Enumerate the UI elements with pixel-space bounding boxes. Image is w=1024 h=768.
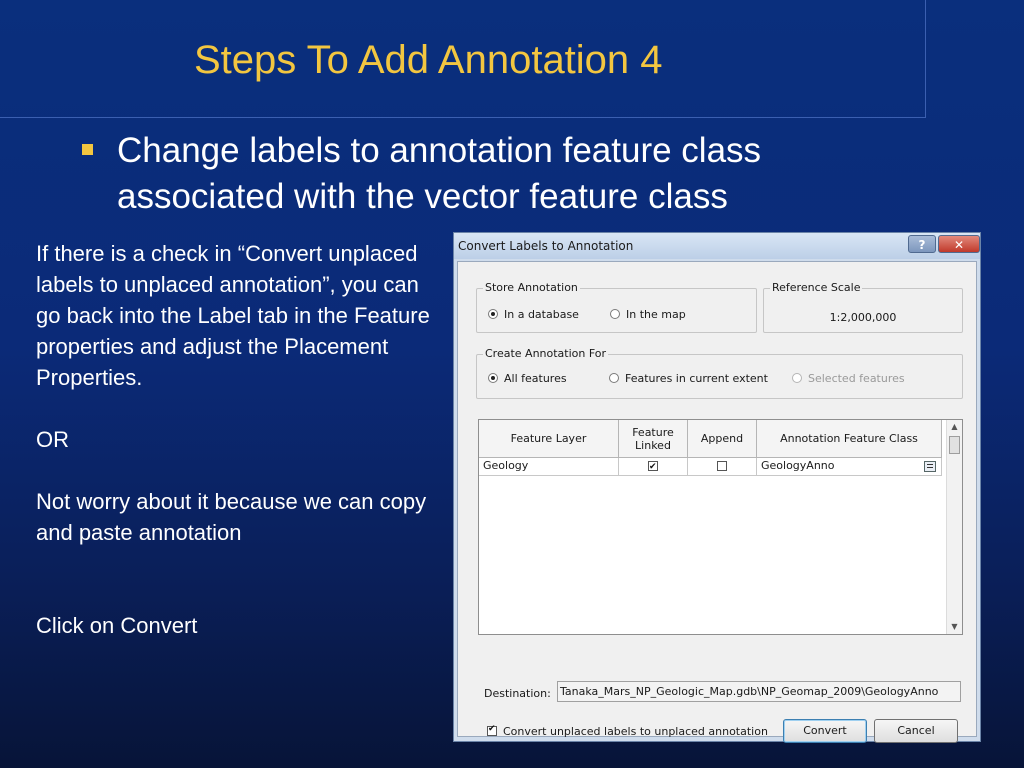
scroll-thumb[interactable] (949, 436, 960, 454)
cell-feature-linked (619, 458, 688, 476)
create-annotation-legend: Create Annotation For (485, 347, 607, 360)
append-checkbox[interactable] (717, 461, 727, 471)
properties-icon[interactable] (924, 461, 936, 472)
scroll-up-icon[interactable]: ▲ (951, 422, 958, 431)
header-annotation-class[interactable]: Annotation Feature Class (757, 420, 942, 458)
checkbox-icon (487, 726, 497, 736)
note-paragraph-2: Not worry about it because we can copy and paste annotation (36, 489, 427, 545)
scroll-down-icon[interactable]: ▼ (951, 622, 958, 631)
convert-labels-dialog (453, 232, 981, 742)
radio-in-database[interactable] (488, 308, 579, 321)
radio-label: Features in current extent (625, 372, 768, 385)
note-paragraph-1: If there is a check in “Convert unplaced labels to unplaced annotation”, you can go back into the Label tab in the Feature properties and adjust the Placement Properties. (36, 241, 430, 390)
close-button[interactable]: ✕ (938, 235, 980, 253)
header-append[interactable]: Append (688, 420, 757, 458)
radio-current-extent[interactable] (609, 372, 768, 385)
help-button[interactable]: ? (908, 235, 936, 253)
slide-title: Steps To Add Annotation 4 (194, 38, 663, 82)
note-or: OR (36, 427, 69, 452)
reference-scale-legend: Reference Scale (772, 281, 861, 294)
annotation-class-value: GeologyAnno (761, 459, 835, 472)
radio-label: In the map (626, 308, 686, 321)
table-scrollbar[interactable] (946, 420, 962, 634)
layers-table (478, 419, 963, 635)
radio-all-features[interactable] (488, 372, 567, 385)
cell-append (688, 458, 757, 476)
destination-field[interactable]: Tanaka_Mars_NP_Geologic_Map.gdb\NP_Geomap_2009\GeologyAnno (557, 681, 961, 702)
convert-unplaced-checkbox[interactable] (487, 725, 768, 738)
reference-scale-group (763, 281, 963, 333)
convert-unplaced-label: Convert unplaced labels to unplaced annotation (503, 725, 768, 738)
radio-selected-features (792, 372, 905, 385)
reference-scale-value: 1:2,000,000 (829, 311, 897, 324)
radio-dot-icon (792, 373, 802, 383)
radio-label: Selected features (808, 372, 905, 385)
dialog-titlebar[interactable] (454, 233, 980, 259)
bullet-text: Change labels to annotation feature class associated with the vector feature class (117, 131, 762, 216)
cell-annotation-class[interactable] (757, 458, 942, 476)
dialog-title: Convert Labels to Annotation (458, 239, 634, 253)
store-annotation-group (476, 281, 757, 333)
radio-label: All features (504, 372, 567, 385)
radio-dot-icon (609, 373, 619, 383)
destination-label: Destination: (484, 687, 551, 700)
notes (36, 238, 436, 641)
convert-button[interactable]: Convert (783, 719, 867, 743)
radio-dot-icon (488, 309, 498, 319)
radio-dot-icon (610, 309, 620, 319)
header-feature-linked[interactable]: Feature Linked (619, 420, 688, 458)
cell-feature-layer[interactable]: Geology (479, 458, 619, 476)
header-feature-layer[interactable]: Feature Layer (479, 420, 619, 458)
radio-label: In a database (504, 308, 579, 321)
create-annotation-group (476, 347, 963, 399)
feature-linked-checkbox[interactable] (648, 461, 658, 471)
cancel-button[interactable]: Cancel (874, 719, 958, 743)
radio-in-map[interactable] (610, 308, 686, 321)
bullet-square-icon (82, 144, 93, 155)
radio-dot-icon (488, 373, 498, 383)
dialog-client (457, 261, 977, 737)
note-paragraph-3: Click on Convert (36, 613, 198, 638)
store-annotation-legend: Store Annotation (485, 281, 578, 294)
